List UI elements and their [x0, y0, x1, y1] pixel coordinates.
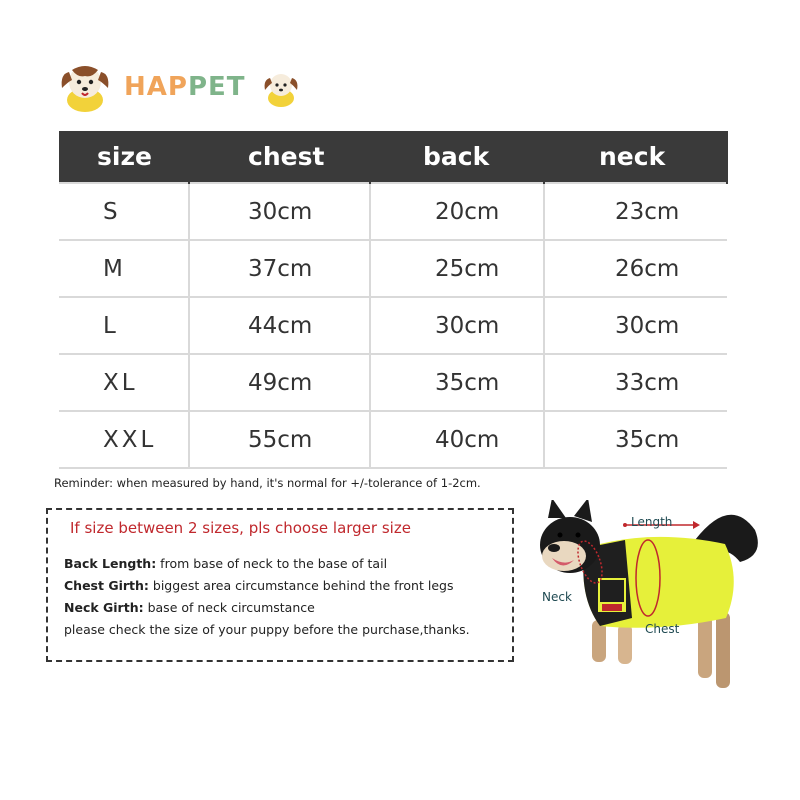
neck-cell: 33cm: [544, 354, 727, 411]
neck-girth-text: base of neck circumstance: [143, 600, 315, 615]
chest-girth-label: Chest Girth:: [64, 578, 149, 593]
back-cell: 35cm: [370, 354, 544, 411]
back-cell: 25cm: [370, 240, 544, 297]
brand-header: [52, 58, 312, 114]
size-cell: XL: [59, 354, 189, 411]
chest-girth-text: biggest area circumstance behind the front legs: [148, 578, 454, 593]
neck-girth-info: [64, 600, 315, 615]
table-row: [59, 411, 727, 468]
check-size-note: please check the size of your puppy before the purchase,thanks.: [64, 622, 470, 637]
back-length-info: [64, 556, 387, 571]
chest-girth-info: [64, 578, 453, 593]
dog-measurement-diagram: [530, 500, 780, 700]
chest-callout: Chest: [645, 622, 680, 636]
table-row: [59, 354, 727, 411]
brand-name-part2: PET: [187, 72, 246, 102]
sizing-info-box: [46, 508, 514, 662]
size-tip: If size between 2 sizes, pls choose larger size: [70, 519, 411, 537]
size-cell: L: [59, 297, 189, 354]
measurement-reminder: Reminder: when measured by hand, it's normal for +/-tolerance of 1-2cm.: [54, 476, 481, 490]
size-cell: S: [59, 183, 189, 240]
header-back: back: [370, 131, 544, 183]
neck-cell: 35cm: [544, 411, 727, 468]
chest-cell: 44cm: [189, 297, 370, 354]
size-cell: M: [59, 240, 189, 297]
table-row: [59, 240, 727, 297]
table-row: [59, 183, 727, 240]
brand-name: [124, 72, 246, 102]
dog-mascot-icon: [52, 58, 118, 114]
table-header-row: [59, 131, 727, 183]
back-length-label: Back Length:: [64, 556, 157, 571]
header-size: size: [59, 131, 189, 183]
chest-cell: 37cm: [189, 240, 370, 297]
chest-cell: 55cm: [189, 411, 370, 468]
header-neck: neck: [544, 131, 727, 183]
back-cell: 40cm: [370, 411, 544, 468]
size-chart-table: [59, 131, 728, 469]
size-cell: XXL: [59, 411, 189, 468]
header-chest: chest: [189, 131, 370, 183]
brand-name-part1: HAP: [124, 72, 188, 102]
back-cell: 30cm: [370, 297, 544, 354]
back-length-text: from base of neck to the base of tail: [156, 556, 388, 571]
dog-mascot-small-icon: [258, 68, 304, 108]
neck-cell: 30cm: [544, 297, 727, 354]
back-cell: 20cm: [370, 183, 544, 240]
length-callout: Length: [631, 515, 673, 529]
neck-cell: 26cm: [544, 240, 727, 297]
chest-cell: 49cm: [189, 354, 370, 411]
table-row: [59, 297, 727, 354]
neck-girth-label: Neck Girth:: [64, 600, 144, 615]
neck-callout: Neck: [542, 590, 572, 604]
neck-cell: 23cm: [544, 183, 727, 240]
chest-cell: 30cm: [189, 183, 370, 240]
